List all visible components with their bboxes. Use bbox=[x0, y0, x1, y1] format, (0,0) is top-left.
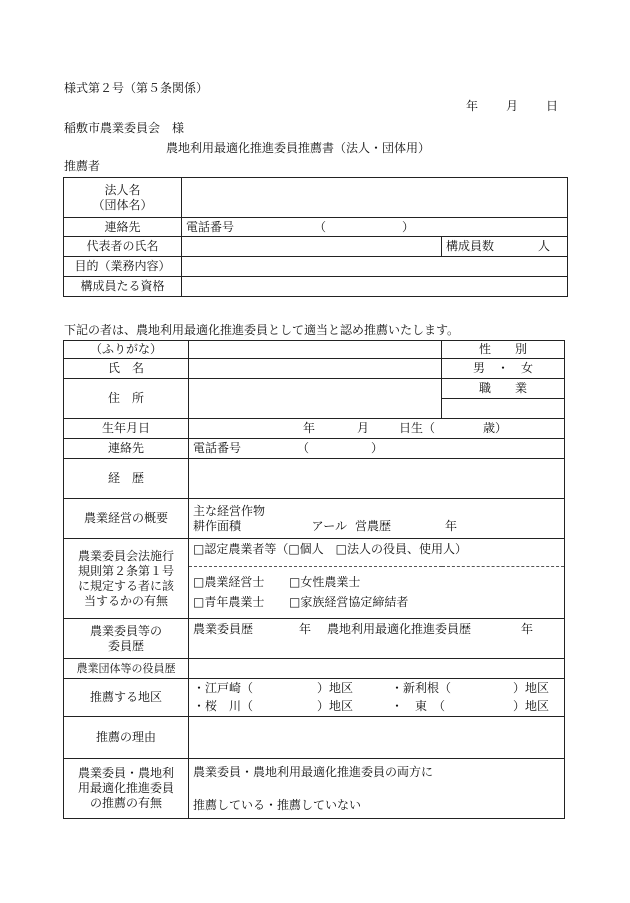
recommender-table bbox=[63, 177, 568, 297]
org-officer-field[interactable] bbox=[189, 659, 565, 679]
district-label: 推薦する地区 bbox=[64, 679, 189, 717]
both-recommendation-choice: 推薦している・推薦していない bbox=[193, 797, 362, 812]
female-farmer-checkbox[interactable]: □女性農業士 bbox=[289, 575, 361, 589]
district-azuma[interactable]: ・ 東 （ bbox=[391, 699, 446, 713]
corp-name-field[interactable] bbox=[182, 178, 568, 218]
district-options: ・江戸崎（ ）地区 ・新利根（ ）地区 ・桜 川（ ）地区 ・ 東 （ ）地区 bbox=[189, 679, 565, 717]
document-title: 農地利用最適化推進委員推薦書（法人・団体用） bbox=[166, 141, 431, 155]
birthdate-field[interactable]: 年 月 日生（ 歳） bbox=[189, 419, 565, 439]
career-label: 経 歴 bbox=[64, 459, 189, 499]
committee-history-field[interactable]: 農業委員歴 年 農地利用最適化推進委員歴 年 bbox=[189, 619, 565, 659]
corp-name-label: 法人名 （団体名） bbox=[64, 178, 182, 218]
young-farmer-checkbox[interactable]: □青年農業士 bbox=[193, 595, 265, 609]
name-label: 氏 名 bbox=[64, 359, 189, 379]
sex-value[interactable]: 男 ・ 女 bbox=[442, 359, 565, 379]
representative-label: 代表者の氏名 bbox=[64, 237, 182, 257]
law-criteria-label: 農業委員会法施行 規則第２条第１号 に規定する者に該 当するかの有無 bbox=[64, 539, 189, 619]
reason-label: 推薦の理由 bbox=[64, 717, 189, 759]
certified-farmer-checkbox[interactable]: □認定農業者等（□個人 □法人の役員、使用人） bbox=[189, 539, 565, 567]
representative-field[interactable] bbox=[182, 237, 442, 257]
date-day-label: 日 bbox=[546, 99, 559, 113]
candidate-contact-field[interactable]: 電話番号 （ ） bbox=[189, 439, 565, 459]
committee-history-label: 農業委員等の 委員歴 bbox=[64, 619, 189, 659]
address-field[interactable] bbox=[189, 379, 442, 419]
occupation-field[interactable] bbox=[442, 399, 565, 419]
occupation-label: 職 業 bbox=[442, 379, 565, 399]
candidate-table bbox=[63, 340, 565, 819]
farm-overview-field[interactable]: 主な経営作物 耕作面積 アール 営農歴 年 bbox=[189, 499, 565, 539]
district-sakuragawa[interactable]: ・桜 川（ bbox=[193, 699, 254, 713]
purpose-field[interactable] bbox=[182, 257, 568, 277]
org-officer-label: 農業団体等の役員歴 bbox=[64, 659, 189, 679]
contact-field[interactable]: 電話番号 （ ） bbox=[182, 218, 568, 237]
reason-field[interactable] bbox=[189, 717, 565, 759]
candidate-contact-label: 連絡先 bbox=[64, 439, 189, 459]
form-number: 様式第２号（第５条関係） bbox=[64, 81, 209, 95]
district-edosaki[interactable]: ・江戸崎（ bbox=[193, 681, 254, 695]
member-count-field[interactable]: 構成員数 人 bbox=[442, 237, 568, 257]
career-field[interactable] bbox=[189, 459, 565, 499]
address-label: 住 所 bbox=[64, 379, 189, 419]
purpose-label: 目的（業務内容） bbox=[64, 257, 182, 277]
contact-label: 連絡先 bbox=[64, 218, 182, 237]
both-recommendation-field[interactable]: 農業委員・農地利用最適化推進委員の両方に 推薦している・推薦していない bbox=[189, 759, 565, 819]
family-agreement-checkbox[interactable]: □家族経営協定締結者 bbox=[289, 595, 409, 609]
recommender-heading: 推薦者 bbox=[64, 159, 101, 173]
district-shintone[interactable]: ・新利根（ bbox=[391, 681, 452, 695]
name-field[interactable] bbox=[189, 359, 442, 379]
addressee: 稲敷市農業委員会 様 bbox=[64, 121, 185, 135]
birthdate-label: 生年月日 bbox=[64, 419, 189, 439]
law-options-group bbox=[189, 567, 565, 619]
qualification-label: 構成員たる資格 bbox=[64, 277, 182, 297]
furigana-field[interactable] bbox=[189, 341, 442, 359]
recommendation-statement: 下記の者は、農地利用最適化推進委員として適当と認め推薦いたします。 bbox=[64, 323, 460, 337]
date-month-label: 月 bbox=[506, 99, 519, 113]
farm-manager-checkbox[interactable]: □農業経営士 bbox=[193, 575, 265, 589]
farm-overview-label: 農業経営の概要 bbox=[64, 499, 189, 539]
date-year-label: 年 bbox=[466, 99, 479, 113]
both-recommendation-label: 農業委員・農地利 用最適化推進委員 の推薦の有無 bbox=[64, 759, 189, 819]
furigana-label: （ふりがな） bbox=[64, 341, 189, 359]
qualification-field[interactable] bbox=[182, 277, 568, 297]
sex-label: 性 別 bbox=[442, 341, 565, 359]
